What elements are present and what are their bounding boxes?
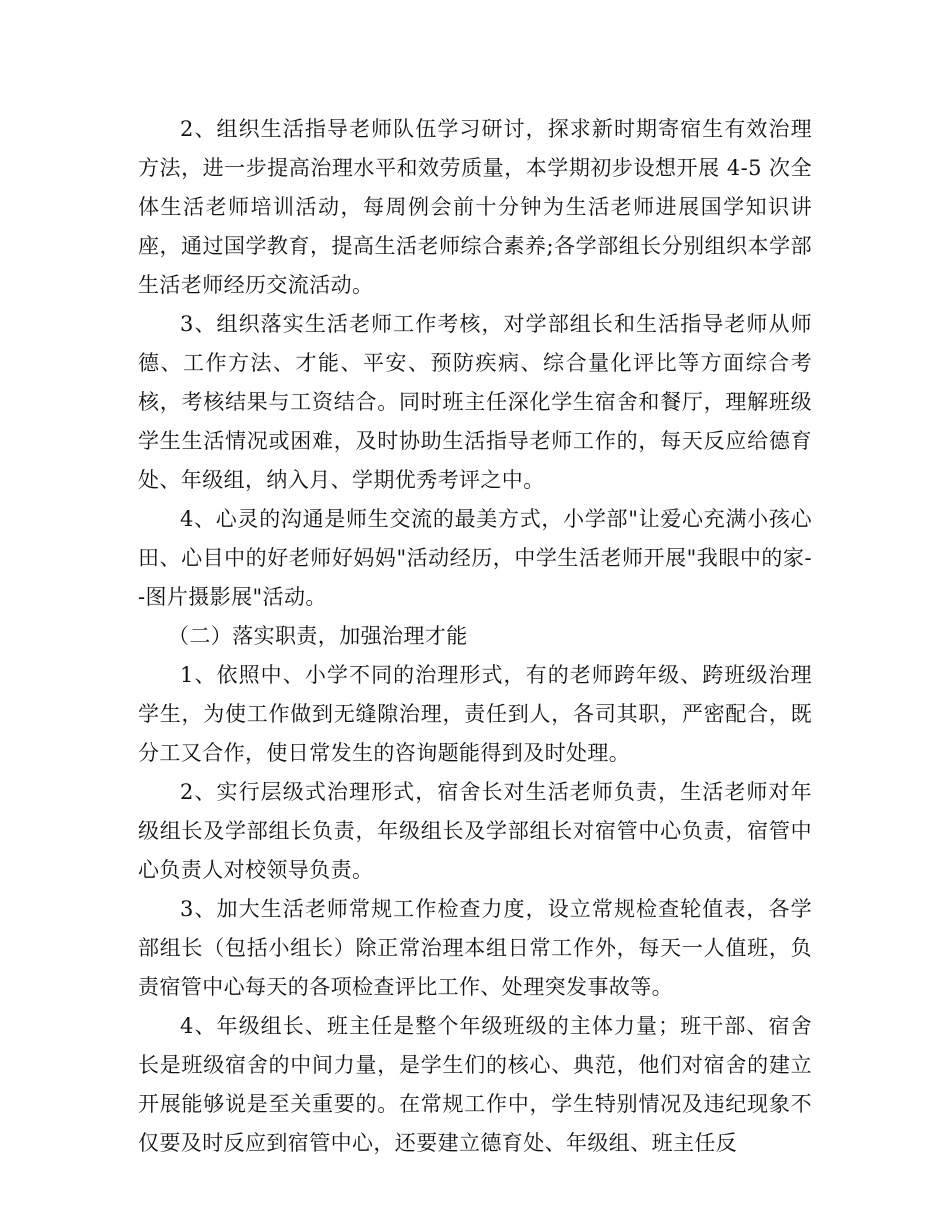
section-heading: （二）落实职责，加强治理才能 — [168, 624, 468, 648]
paragraph-communication: 4、心灵的沟通是师生交流的最美方式，小学部"让爱心充满小孩心田、心目中的好老师好妈妈"活动经历，中学生活老师开展"我眼中的家--图片摄影展"活动。 — [138, 507, 812, 609]
paragraph-organize-training: 2、组织生活指导老师队伍学习研讨，探求新时期寄宿生有效治理方法，进一步提高治理水平和效劳质量，本学期初步设想开展 4-5 次全体生活老师培训活动，每周例会前十分钟为生活老师进展国学知识讲座，通过国学教育，提高生活老师综合素养;各学部组长分别组织本学部生活老师经历交流活动。 — [138, 117, 812, 297]
paragraph-class-leaders: 4、年级组长、班主任是整个年级班级的主体力量；班干部、宿舍长是班级宿舍的中间力量，是学生们的核心、典范，他们对宿舍的建立开展能够说是至关重要的。在常规工作中，学生特别情况及违纪现象不仅要及时反应到宿管中心，还要建立德育处、年级组、班主任反 — [138, 1014, 812, 1155]
paragraph-management-form: 1、依照中、小学不同的治理形式，有的老师跨年级、跨班级治理学生，为使工作做到无缝隙治理，责任到人，各司其职，严密配合，既分工又合作，使日常发生的咨询题能得到及时处理。 — [138, 663, 812, 765]
paragraph-assessment: 3、组织落实生活老师工作考核，对学部组长和生活指导老师从师德、工作方法、才能、平安、预防疾病、综合量化评比等方面综合考核，考核结果与工资结合。同时班主任深化学生宿舍和餐厅，理解班级学生生活情况或困难，及时协助生活指导老师工作的，每天反应给德育处、年级组，纳入月、学期优秀考评之中。 — [138, 312, 812, 492]
paragraph-hierarchy: 2、实行层级式治理形式，宿舍长对生活老师负责，生活老师对年级组长及学部组长负责，年级组长及学部组长对宿管中心负责，宿管中心负责人对校领导负责。 — [138, 780, 812, 882]
paragraph-inspection: 3、加大生活老师常规工作检查力度，设立常规检查轮值表，各学部组长（包括小组长）除正常治理本组日常工作外，每天一人值班，负责宿管中心每天的各项检查评比工作、处理突发事故等。 — [138, 897, 812, 999]
